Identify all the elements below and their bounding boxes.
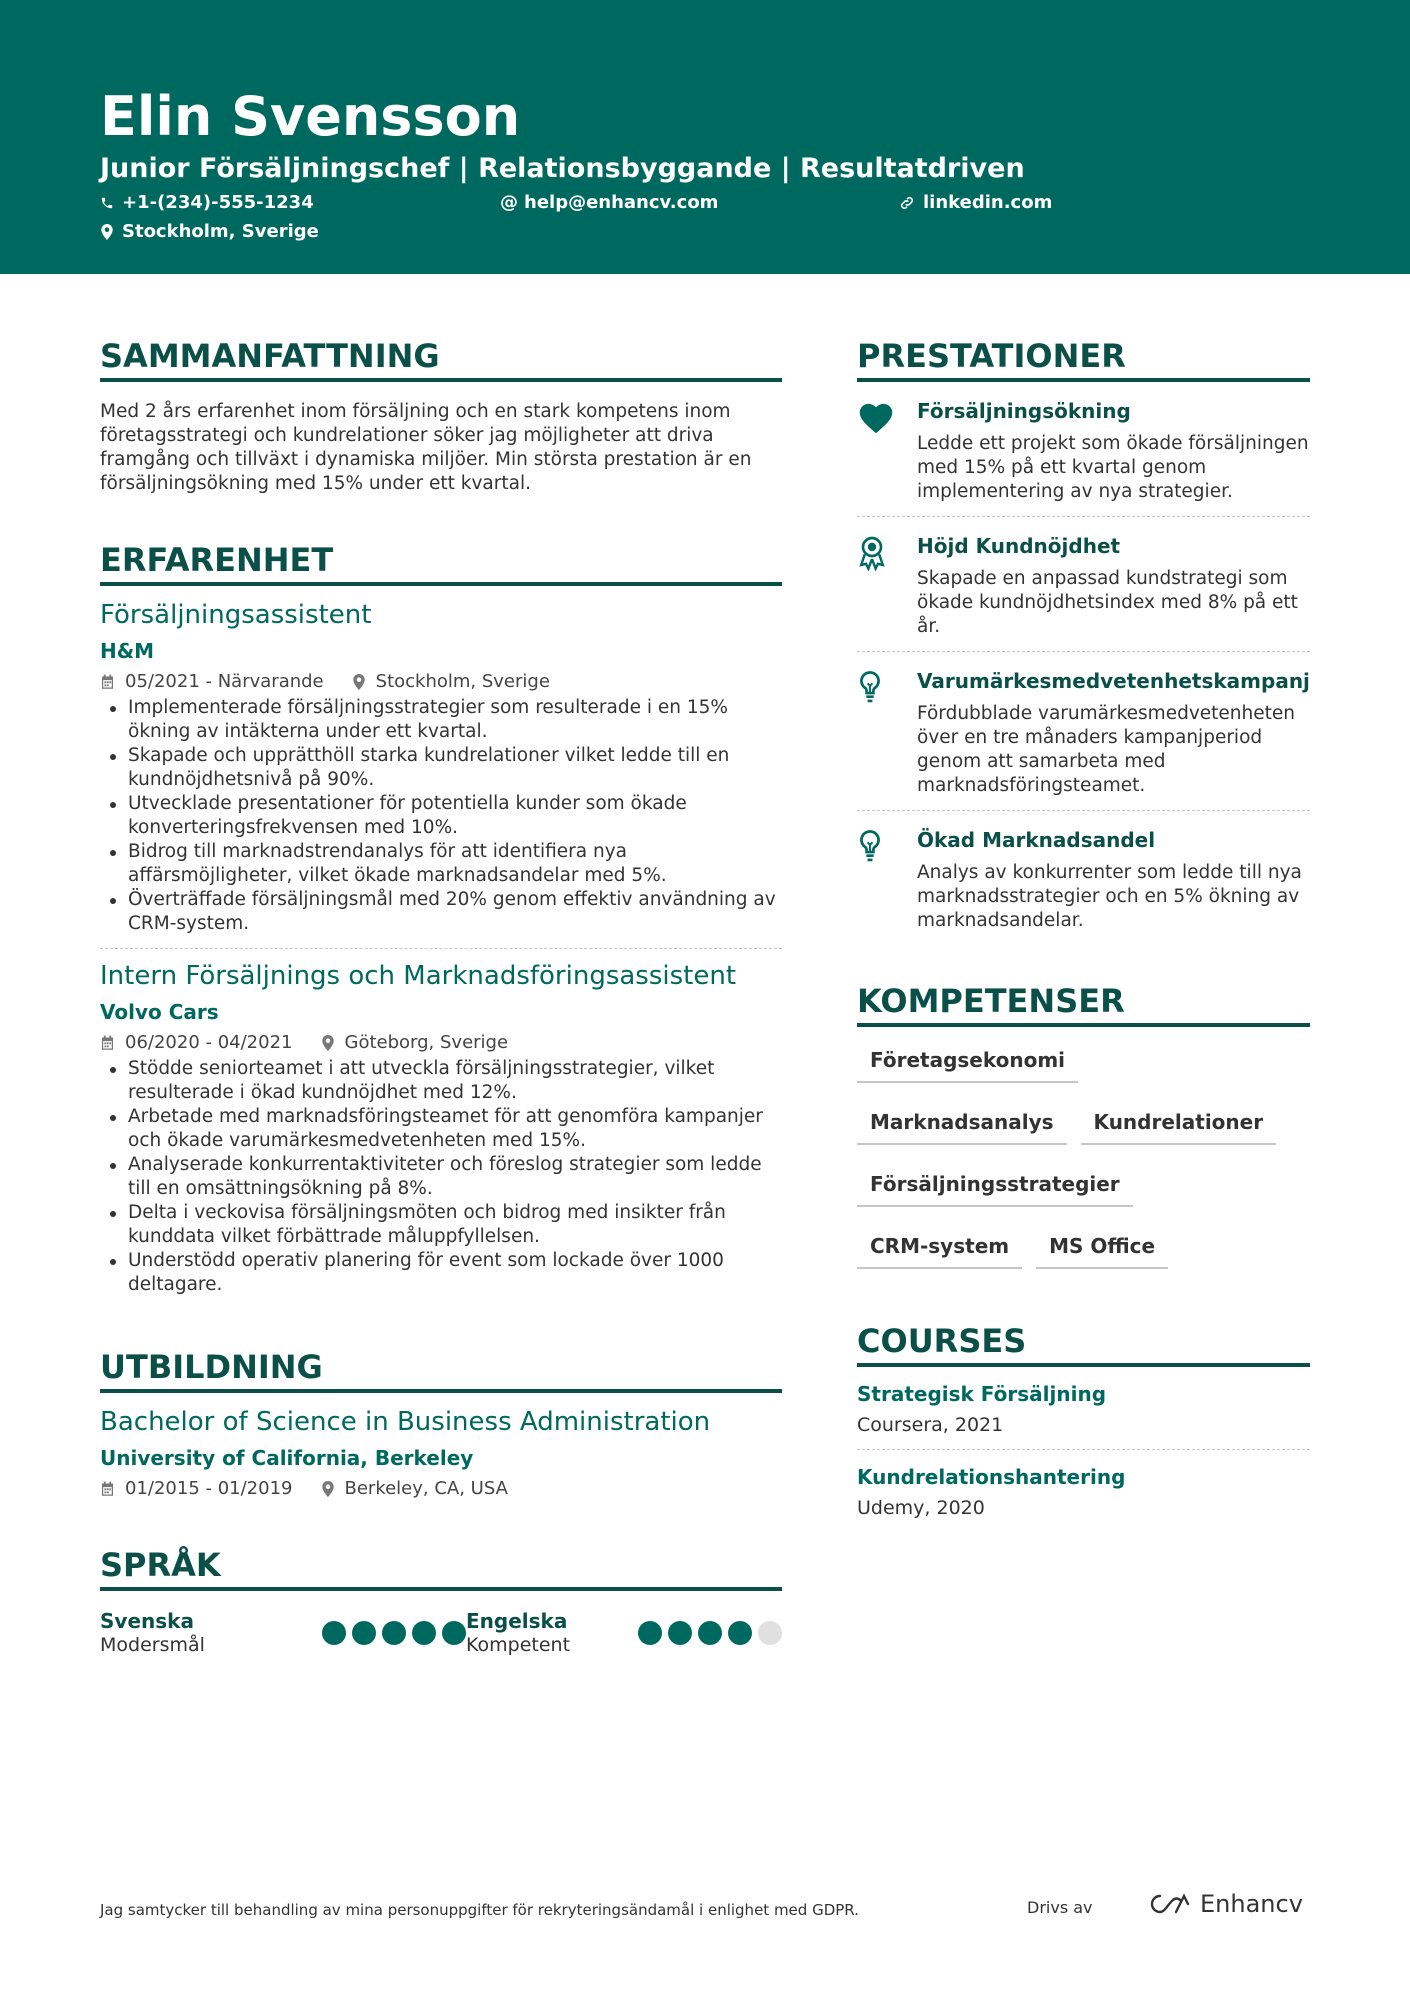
- skills-heading: KOMPETENSER: [857, 981, 1310, 1027]
- course-title: Kundrelationshantering: [857, 1465, 1126, 1489]
- rating-dot-filled: [382, 1621, 406, 1645]
- job-bullets: [100, 696, 782, 936]
- candidate-title: Junior Försäljningschef | Relationsbyggande | Resultatdriven: [100, 153, 1025, 184]
- left-column: [100, 336, 782, 1657]
- job-location: Göteborg, Sverige: [344, 1032, 509, 1053]
- bullet-item: Analyserade konkurrentaktiviteter och föreslog strategier som ledde till en omsättningsökning på 8%.: [100, 1153, 782, 1201]
- achievement-desc: Analys av konkurrenter som ledde till nya marknadsstrategier och en 5% ökning av marknadsandelar.: [917, 862, 1302, 931]
- rating-dot-filled: [352, 1621, 376, 1645]
- enhancv-logo-text: Enhancv: [1200, 1890, 1303, 1918]
- award-ribbon-icon: [857, 535, 887, 571]
- skill-tag: Kundrelationer: [1081, 1103, 1277, 1145]
- bullet-item: Arbetade med marknadsföringsteamet för att genomföra kampanjer och ökade varumärkesmedvetenheten med 15%.: [100, 1105, 782, 1153]
- bullet-item: Skapade och upprätthöll starka kundrelationer vilket ledde till en kundnöjdhetsnivå på 90%.: [100, 744, 782, 792]
- language-level: Kompetent: [466, 1634, 571, 1656]
- skill-tag: CRM-system: [857, 1227, 1022, 1269]
- bullet-item: Delta i veckovisa försäljningsmöten och bidrog med insikter från kunddata vilket förbättrade måluppfyllelsen.: [100, 1201, 782, 1249]
- education-location: Berkeley, CA, USA: [344, 1478, 508, 1499]
- job-bullets: [100, 1057, 782, 1297]
- enhancv-logo-icon: [1146, 1892, 1192, 1916]
- course-provider: Udemy, 2020: [857, 1497, 985, 1519]
- at-icon: @: [500, 192, 518, 213]
- language-rating: [316, 1621, 466, 1645]
- rating-dot-empty: [758, 1621, 782, 1645]
- location-text: Stockholm, Sverige: [122, 221, 319, 242]
- right-column: [857, 336, 1310, 1520]
- location-pin-icon: [352, 674, 366, 690]
- lightbulb-icon: [857, 670, 883, 704]
- achievement-desc: Skapade en anpassad kundstrategi som ökade kundnöjdhetsindex med 8% på ett år.: [917, 568, 1298, 637]
- achievements-heading: PRESTATIONER: [857, 336, 1310, 382]
- gdpr-consent: Jag samtycker till behandling av mina personuppgifter för rekryteringsändamål i enlighet med GDPR.: [100, 1901, 859, 1919]
- enhancv-logo[interactable]: [1146, 1890, 1303, 1918]
- rating-dot-filled: [412, 1621, 436, 1645]
- skill-tag: MS Office: [1036, 1227, 1168, 1269]
- achievement-title: Varumärkesmedvetenhetskampanj: [917, 669, 1310, 693]
- experience-heading: ERFARENHET: [100, 540, 782, 586]
- location-pin-icon: [100, 224, 114, 240]
- bullet-item: Implementerade försäljningsstrategier som resulterade i en 15% ökning av intäkterna under ett kvartal.: [100, 696, 782, 744]
- candidate-name: Elin Svensson: [100, 85, 521, 148]
- divider: [857, 651, 1310, 652]
- header-banner: [0, 0, 1410, 274]
- skill-tag: Marknadsanalys: [857, 1103, 1067, 1145]
- school-name: University of California, Berkeley: [100, 1446, 474, 1470]
- course-title: Strategisk Försäljning: [857, 1382, 1107, 1406]
- course-provider: Coursera, 2021: [857, 1414, 1004, 1436]
- job-location: Stockholm, Sverige: [375, 671, 550, 692]
- rating-dot-filled: [322, 1621, 346, 1645]
- email-text: help@enhancv.com: [524, 192, 719, 213]
- location-pin-icon: [321, 1035, 335, 1051]
- link-icon: [899, 195, 915, 211]
- achievement-title: Höjd Kundnöjdhet: [917, 534, 1121, 558]
- bullet-item: Stödde seniorteamet i att utveckla försäljningsstrategier, vilket resulterade i ökad kundnöjdhet med 12%.: [100, 1057, 782, 1105]
- contact-phone[interactable]: [100, 191, 314, 215]
- achievement-title: Försäljningsökning: [917, 399, 1131, 423]
- rating-dot-filled: [638, 1621, 662, 1645]
- phone-icon: [100, 196, 114, 210]
- bullet-item: Understödd operativ planering för event som lockade över 1000 deltagare.: [100, 1249, 782, 1297]
- languages-heading: SPRÅK: [100, 1545, 782, 1591]
- bullet-item: Överträffade försäljningsmål med 20% genom effektiv användning av CRM-system.: [100, 888, 782, 936]
- contact-email[interactable]: [500, 191, 718, 215]
- calendar-icon: [100, 1481, 115, 1497]
- achievement-item: [857, 827, 1310, 933]
- skills-list: [857, 1041, 1310, 1289]
- language-name: Svenska: [100, 1609, 194, 1633]
- education-meta: [100, 1477, 782, 1501]
- lightbulb-icon: [857, 829, 883, 863]
- powered-by-label: Drivs av: [1027, 1898, 1093, 1917]
- rating-dot-filled: [442, 1621, 466, 1645]
- rating-dot-filled: [728, 1621, 752, 1645]
- job-meta: [100, 670, 782, 694]
- bullet-item: Bidrog till marknadstrendanalys för att identifiera nya affärsmöjligheter, vilket ökade marknadsandelar med 5%.: [100, 840, 782, 888]
- divider: [100, 948, 782, 949]
- company-name: Volvo Cars: [100, 1000, 219, 1024]
- language-item: [466, 1609, 782, 1657]
- contact-linkedin[interactable]: [899, 191, 1052, 215]
- summary-text: Med 2 års erfarenhet inom försäljning och en stark kompetens inom företagsstrategi och kundrelationer söker jag möjligheter att driva framgång och tillväxt i dynamiska miljöer. Min största prestation är en försäljningsökning med 15% under ett kvartal.: [100, 401, 752, 494]
- calendar-icon: [100, 674, 115, 690]
- education-heading: UTBILDNING: [100, 1347, 782, 1393]
- divider: [857, 810, 1310, 811]
- language-rating: [632, 1621, 782, 1645]
- divider: [857, 1449, 1310, 1450]
- achievement-item: [857, 398, 1310, 504]
- achievement-title: Ökad Marknadsandel: [917, 828, 1156, 852]
- job-entry: [100, 959, 782, 1297]
- achievement-desc: Fördubblade varumärkesmedvetenheten över en tre månaders kampanjperiod genom att samarbeta med marknadsföringsteamet.: [917, 703, 1295, 796]
- achievement-item: [857, 533, 1310, 639]
- heart-icon: [857, 400, 895, 434]
- job-meta: [100, 1031, 782, 1055]
- linkedin-text: linkedin.com: [923, 192, 1053, 213]
- job-dates: 05/2021 - Närvarande: [125, 671, 324, 692]
- skill-tag: Försäljningsstrategier: [857, 1165, 1133, 1207]
- location-pin-icon: [321, 1481, 335, 1497]
- languages-list: [100, 1609, 782, 1657]
- course-item: [857, 1381, 1310, 1437]
- language-name: Engelska: [466, 1609, 568, 1633]
- education-entry: [100, 1405, 782, 1501]
- job-title: Intern Försäljnings och Marknadsföringsassistent: [100, 961, 737, 991]
- degree-title: Bachelor of Science in Business Administration: [100, 1407, 711, 1437]
- summary-heading: SAMMANFATTNING: [100, 336, 782, 382]
- education-dates: 01/2015 - 01/2019: [125, 1478, 293, 1499]
- job-entry: [100, 598, 782, 936]
- divider: [857, 516, 1310, 517]
- contact-location: [100, 220, 319, 244]
- company-name: H&M: [100, 639, 155, 663]
- language-item: [100, 1609, 466, 1657]
- calendar-icon: [100, 1035, 115, 1051]
- achievement-item: [857, 668, 1310, 798]
- achievement-desc: Ledde ett projekt som ökade försäljningen med 15% på ett kvartal genom implementering av nya strategier.: [917, 433, 1309, 502]
- course-item: [857, 1464, 1310, 1520]
- courses-heading: COURSES: [857, 1321, 1310, 1367]
- rating-dot-filled: [698, 1621, 722, 1645]
- language-level: Modersmål: [100, 1634, 205, 1656]
- bullet-item: Utvecklade presentationer för potentiella kunder som ökade konverteringsfrekvensen med 10%.: [100, 792, 782, 840]
- skill-tag: Företagsekonomi: [857, 1041, 1078, 1083]
- phone-text: +1-(234)-555-1234: [122, 192, 314, 213]
- rating-dot-filled: [668, 1621, 692, 1645]
- job-dates: 06/2020 - 04/2021: [125, 1032, 293, 1053]
- job-title: Försäljningsassistent: [100, 600, 372, 630]
